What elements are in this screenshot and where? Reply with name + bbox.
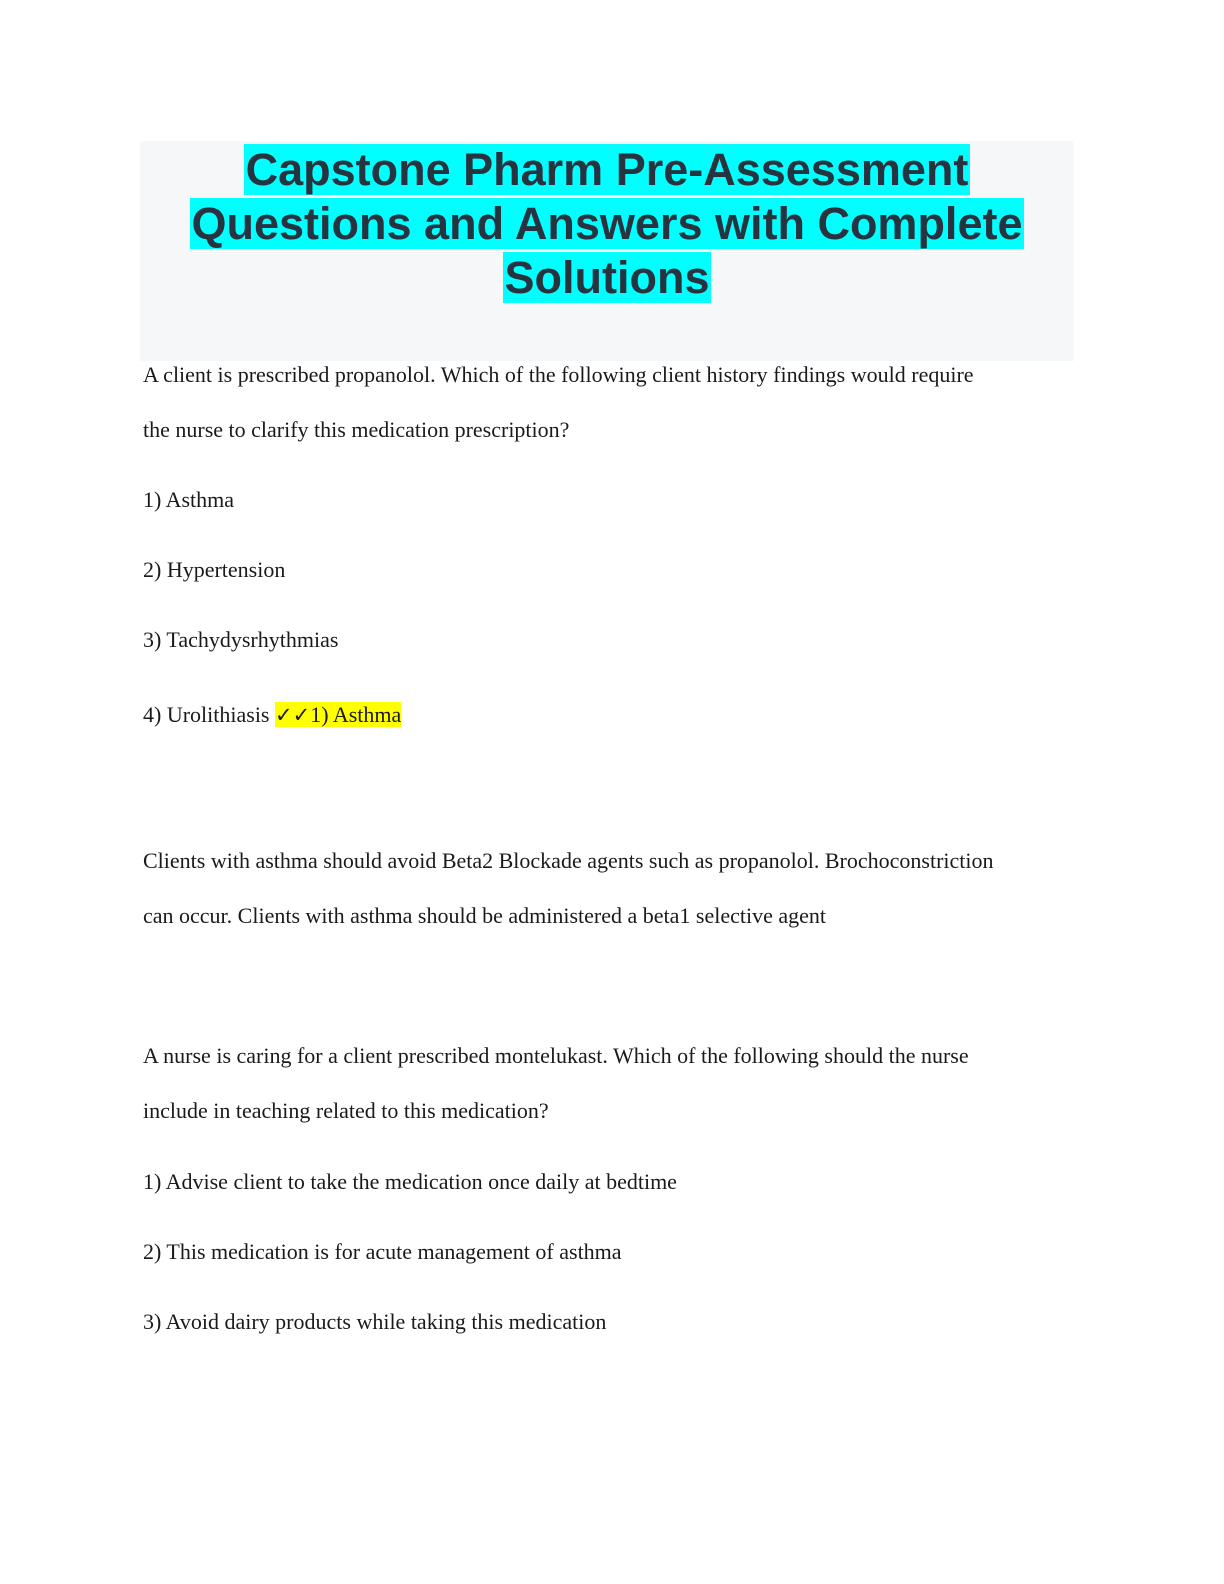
q2-option-3: 3) Avoid dairy products while taking this medication — [143, 1309, 607, 1334]
title-block — [140, 141, 1074, 361]
q2-stem-line-1: A nurse is caring for a client prescribed montelukast. Which of the following should the nurse — [143, 1043, 969, 1068]
title-line-2: Questions and Answers with Complete — [191, 198, 1023, 249]
q1-rationale-line-1: Clients with asthma should avoid Beta2 Blockade agents such as propanolol. Brochoconstriction — [143, 848, 994, 873]
checkmark-icon: ✓✓ — [275, 703, 311, 727]
document-title — [140, 143, 1074, 305]
q2-stem-line-2: include in teaching related to this medication? — [143, 1098, 549, 1123]
q1-answer-highlight — [275, 702, 401, 727]
title-line-1: Capstone Pharm Pre-Assessment — [245, 144, 969, 195]
q1-option-1: 1) Asthma — [143, 487, 235, 512]
q1-rationale-line-2: can occur. Clients with asthma should be administered a beta1 selective agent — [143, 903, 827, 928]
q1-stem-line-2: the nurse to clarify this medication prescription? — [143, 417, 570, 442]
q1-option-2: 2) Hypertension — [143, 557, 286, 582]
q2-option-1: 1) Advise client to take the medication once daily at bedtime — [143, 1169, 677, 1194]
q1-option-4: 4) Urolithiasis — [143, 702, 270, 727]
title-line-3: Solutions — [504, 252, 710, 303]
q1-option-3: 3) Tachydysrhythmias — [143, 627, 339, 652]
q1-option-4-row — [143, 702, 401, 728]
q1-stem-line-1: A client is prescribed propanolol. Which of the following client history findings would require — [143, 362, 974, 387]
q2-option-2: 2) This medication is for acute management of asthma — [143, 1239, 622, 1264]
q1-answer: 1) Asthma — [310, 702, 402, 727]
